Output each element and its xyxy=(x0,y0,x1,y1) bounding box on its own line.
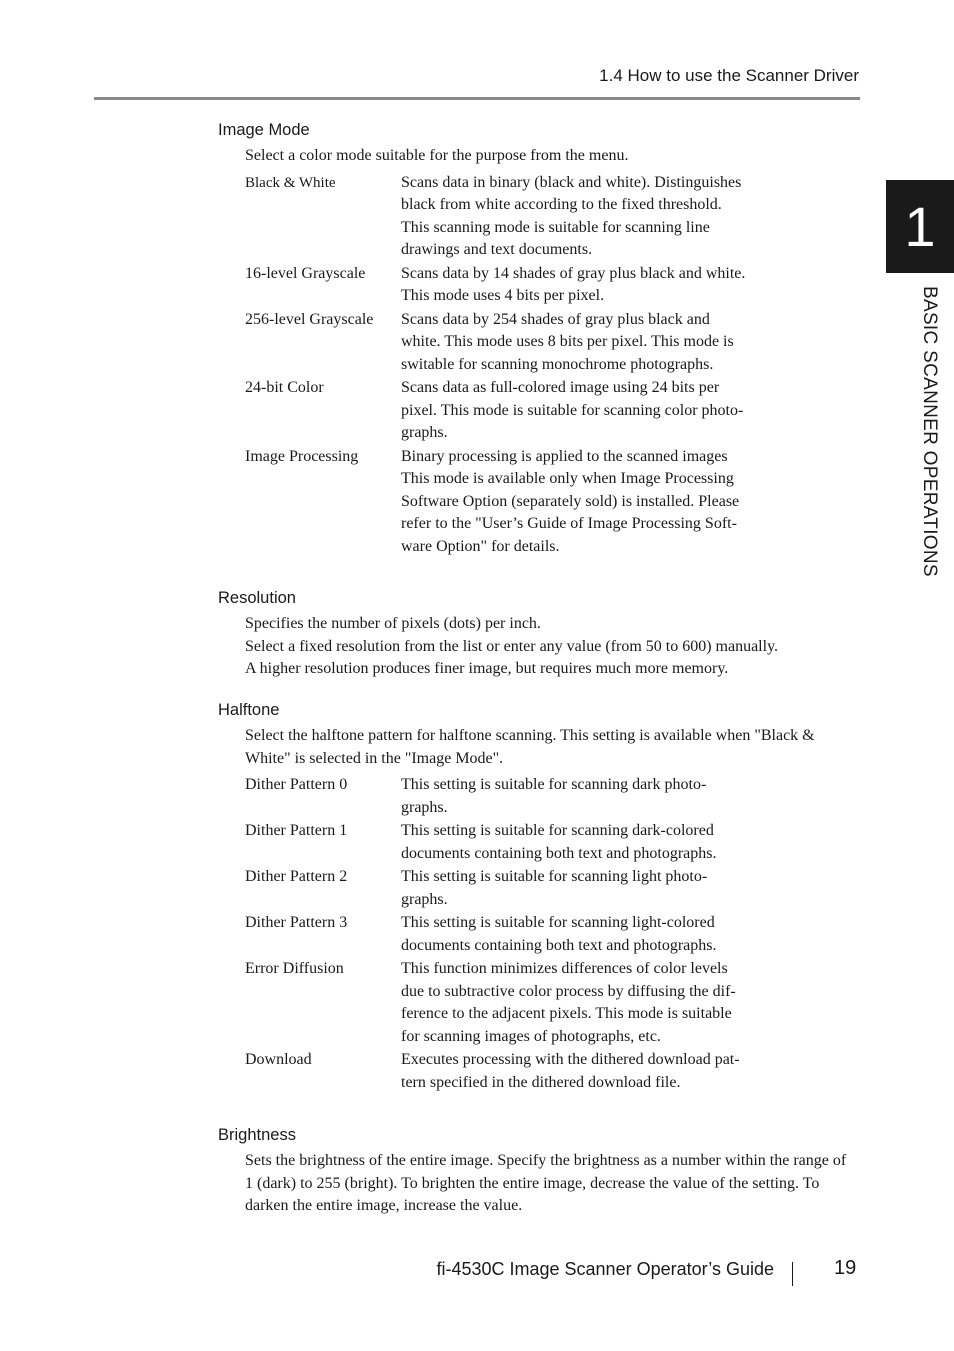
definition-term: Dither Pattern 2 xyxy=(245,868,348,885)
definition-row xyxy=(245,912,858,957)
definition-term: 256-level Grayscale xyxy=(245,310,374,328)
definition-term: Download xyxy=(245,1051,312,1068)
definition-desc: This setting is suitable for scanning dark photo- graphs. xyxy=(401,776,707,816)
definition-row xyxy=(245,172,783,262)
definition-term: 24-bit Color xyxy=(245,379,324,396)
definition-row xyxy=(245,866,858,911)
paragraph-line: Select a fixed resolution from the list or enter any value (from 50 to 600) manually. xyxy=(245,637,779,655)
definition-desc: This setting is suitable for scanning light photo- graphs. xyxy=(401,868,708,908)
definition-desc: Scans data as full-colored image using 24 bits per pixel. This mode is suitable for scanning color photo- graphs. xyxy=(401,379,744,441)
section-brightness xyxy=(218,1123,858,1218)
definition-desc: Binary processing is applied to the scanned images This mode is available only when Image Processing Software Option (separately sold) is installed. Please refer to the "User’s Guide of Image Processing Soft- ware Option" for details. xyxy=(401,447,740,555)
section-image-mode xyxy=(218,118,783,559)
paragraph-line: A higher resolution produces finer image, but requires much more memory. xyxy=(245,660,729,677)
definition-row xyxy=(245,1049,858,1094)
header-rule xyxy=(94,97,860,100)
section-heading: Halftone xyxy=(218,701,280,719)
definition-term: Dither Pattern 1 xyxy=(245,822,348,839)
running-header: 1.4 How to use the Scanner Driver xyxy=(599,66,859,85)
definition-row xyxy=(245,446,783,559)
definition-row xyxy=(245,820,858,865)
definition-desc: Scans data by 14 shades of gray plus black and white. This mode uses 4 bits per pixel. xyxy=(401,264,746,304)
section-halftone xyxy=(218,698,858,1095)
definition-term: Image Processing xyxy=(245,447,359,465)
definition-term: Black & White xyxy=(245,174,336,191)
footer-title: fi-4530C Image Scanner Operator’s Guide xyxy=(436,1259,774,1279)
definition-desc: Executes processing with the dithered download pat- tern specified in the dithered download file. xyxy=(401,1051,740,1091)
chapter-number-tab: 1 xyxy=(886,180,954,273)
definition-row xyxy=(245,377,783,445)
definition-desc: This function minimizes differences of color levels due to subtractive color process by diffusing the dif- ference to the adjacent pixels. This mode is suitable for scanning images of photographs, etc. xyxy=(401,960,736,1045)
definition-list xyxy=(245,774,858,1094)
section-intro: Select the halftone pattern for halftone scanning. This setting is available when "Black & White" is selected in the "Image Mode". xyxy=(245,727,815,767)
section-intro: Select a color mode suitable for the purpose from the menu. xyxy=(245,147,629,164)
chapter-side-label: BASIC SCANNER OPERATIONS xyxy=(919,286,940,577)
section-heading: Resolution xyxy=(218,589,296,607)
paragraph-line: Specifies the number of pixels (dots) per inch. xyxy=(245,615,541,632)
definition-row xyxy=(245,774,858,819)
definition-row xyxy=(245,263,783,308)
definition-term: 16-level Grayscale xyxy=(245,264,366,282)
definition-term: Dither Pattern 3 xyxy=(245,914,348,931)
definition-row xyxy=(245,309,783,377)
definition-term: Error Diffusion xyxy=(245,960,344,977)
footer-divider xyxy=(792,1262,793,1286)
definition-desc: Scans data in binary (black and white). Distinguishes black from white according to the fixed threshold. This scanning mode is suitable for scanning line drawings and text documents. xyxy=(401,173,742,258)
paragraph: Sets the brightness of the entire image. Specify the brightness as a number within the range of 1 (dark) to 255 (bright). To brighten the entire image, decrease the value of the setting. To darken the entire image, increase the value. xyxy=(245,1152,847,1214)
definition-row xyxy=(245,958,858,1048)
definition-desc: This setting is suitable for scanning dark-colored documents containing both text and photographs. xyxy=(401,822,717,862)
section-resolution xyxy=(218,586,858,681)
section-heading: Image Mode xyxy=(218,121,310,139)
definition-term: Dither Pattern 0 xyxy=(245,776,348,793)
page-number: 19 xyxy=(834,1257,857,1279)
definition-list xyxy=(245,172,783,559)
definition-desc: This setting is suitable for scanning light-colored documents containing both text and photographs. xyxy=(401,914,717,954)
definition-desc: Scans data by 254 shades of gray plus black and white. This mode uses 8 bits per pixel. This mode is switable for scanning monochrome photographs. xyxy=(401,310,734,373)
section-heading: Brightness xyxy=(218,1126,296,1144)
